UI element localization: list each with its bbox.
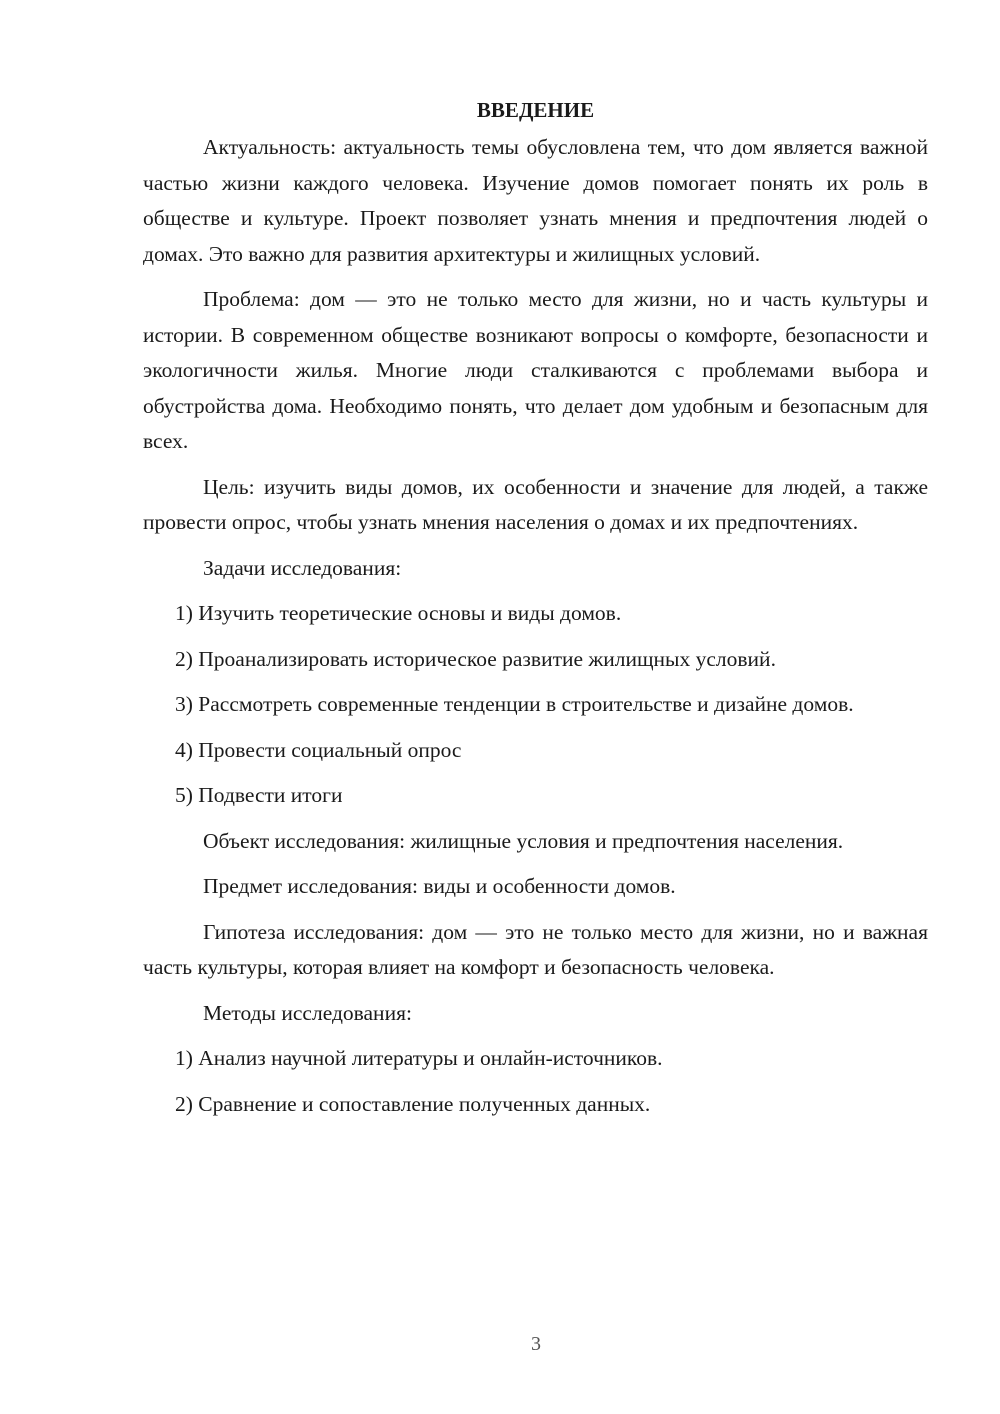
tasks-heading: Задачи исследования: [203,555,402,580]
page-number: 3 [531,1333,541,1355]
method-item: 1) Анализ научной литературы и онлайн-источников. [175,1046,663,1070]
method-item: 2) Сравнение и сопоставление полученных данных. [175,1091,651,1116]
document-page [143,92,928,1132]
relevance-paragraph: Актуальность: актуальность темы обусловлена тем, что дом является важной частью жизни каждого человека. Изучение домов помогает понять их роль в обществе и культуре. Проект позволяет узнать мнения и предпочтения людей о домах. Это важно для развития архитектуры и жилищных условий. [143,135,928,266]
task-item: 1) Изучить теоретические основы и виды домов. [175,601,622,625]
tasks-list [143,596,928,814]
task-item: 2) Проанализировать историческое развитие жилищных условий. [175,646,776,671]
subject-paragraph: Предмет исследования: виды и особенности домов. [203,874,676,898]
task-item: 4) Провести социальный опрос [175,737,462,762]
goal-paragraph: Цель: изучить виды домов, их особенности и значение для людей, а также провести опрос, чтобы узнать мнения населения о домах и их предпочтениях. [143,474,928,534]
object-paragraph: Объект исследования: жилищные условия и предпочтения населения. [203,828,844,853]
task-item: 5) Подвести итоги [175,783,343,807]
problem-paragraph: Проблема: дом — это не только место для жизни, но и часть культуры и истории. В современном обществе возникают вопросы о комфорте, безопасности и экологичности жилья. Многие люди сталкиваются с проблемами выбора и обустройства дома. Необходимо понять, что делает дом удобным и безопасным для всех. [143,287,928,453]
task-item: 3) Рассмотреть современные тенденции в строительстве и дизайне домов. [175,692,854,716]
methods-list [143,1041,928,1122]
document-title: ВВЕДЕНИЕ [476,98,595,122]
methods-heading: Методы исследования: [203,1000,412,1025]
hypothesis-paragraph: Гипотеза исследования: дом — это не только место для жизни, но и важная часть культуры, которая влияет на комфорт и безопасность человека. [143,919,928,979]
